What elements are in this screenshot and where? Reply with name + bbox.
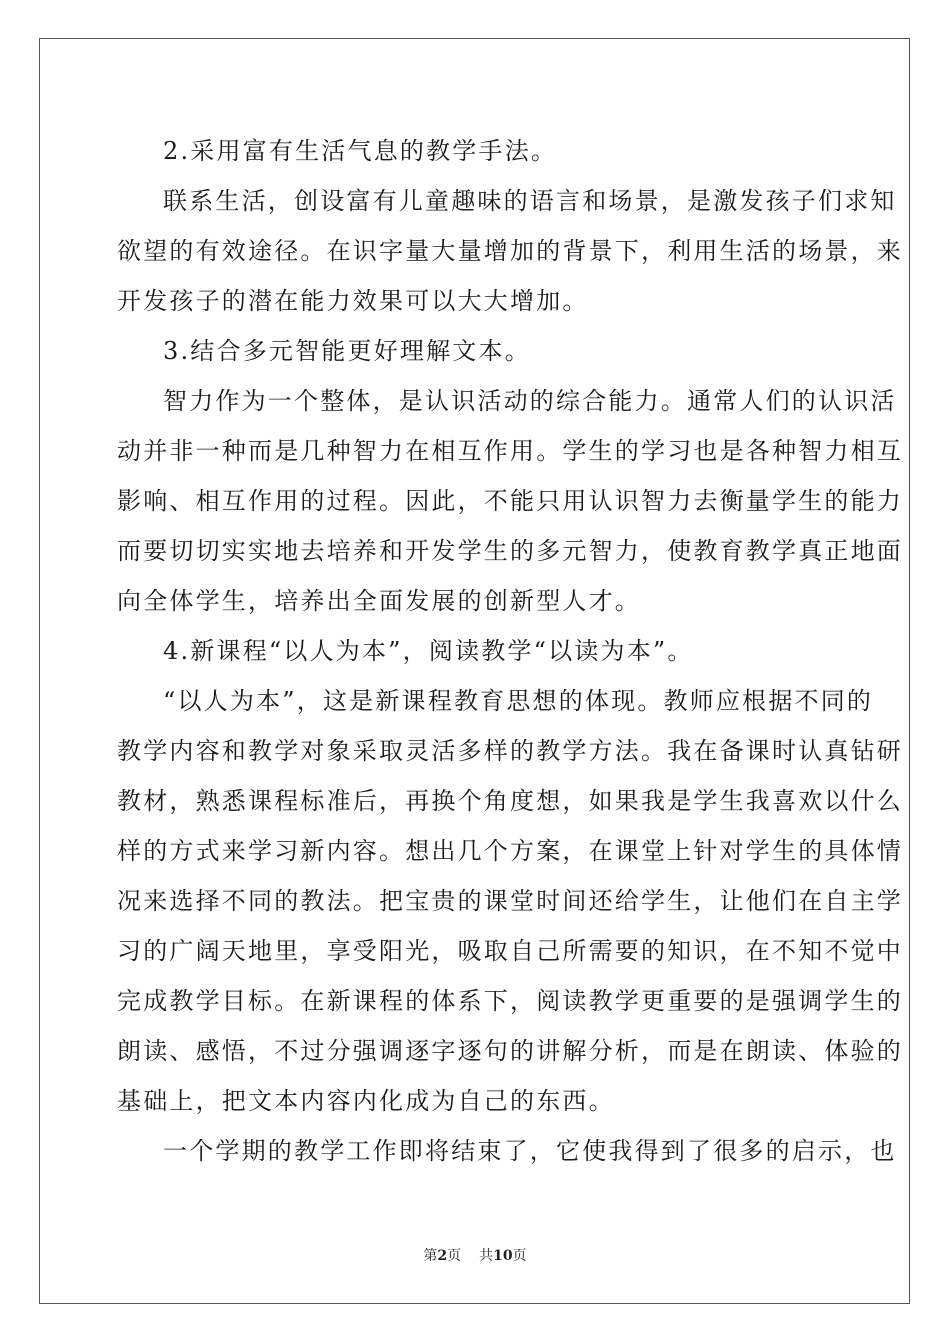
page-suffix: 页 [447, 1248, 462, 1264]
paragraph-line: 欲望的有效途径。在识字量大量增加的背景下，利用生活的场景，来 [117, 237, 903, 265]
paragraph-line: “以人为本”，这是新课程教育思想的体现。教师应根据不同的 [163, 687, 874, 715]
heading-item-3: 3.结合多元智能更好理解文本。 [163, 337, 531, 365]
paragraph-line: 而要切切实实地去培养和开发学生的多元智力，使教育教学真正地面 [117, 537, 903, 565]
paragraph-line: 动并非一种而是几种智力在相互作用。学生的学习也是各种智力相互 [117, 437, 903, 465]
total-pages: 10 [493, 1248, 513, 1264]
page-prefix: 第 [423, 1248, 438, 1264]
paragraph-line: 联系生活，创设富有儿童趣味的语言和场景，是激发孩子们求知 [163, 187, 897, 215]
heading-item-2: 2.采用富有生活气息的教学手法。 [163, 137, 558, 165]
total-prefix: 共 [479, 1248, 494, 1264]
paragraph-line: 开发孩子的潜在能力效果可以大大增加。 [117, 287, 589, 315]
paragraph-line: 基础上，把文本内容内化成为自己的东西。 [117, 1087, 615, 1115]
page-footer [0, 1247, 950, 1265]
paragraph-line: 教学内容和教学对象采取灵活多样的教学方法。我在备课时认真钻研 [117, 737, 903, 765]
paragraph-line: 况来选择不同的教法。把宝贵的课堂时间还给学生，让他们在自主学 [117, 887, 903, 915]
heading-item-4: 4.新课程“以人为本”，阅读教学“以读为本”。 [163, 637, 694, 665]
paragraph-line: 习的广阔天地里，享受阳光，吸取自己所需要的知识，在不知不觉中 [117, 937, 903, 965]
paragraph-line: 智力作为一个整体，是认识活动的综合能力。通常人们的认识活 [163, 387, 897, 415]
paragraph-line: 影响、相互作用的过程。因此，不能只用认识智力去衡量学生的能力 [117, 487, 903, 515]
paragraph-line: 完成教学目标。在新课程的体系下，阅读教学更重要的是强调学生的 [117, 987, 903, 1015]
paragraph-line: 向全体学生，培养出全面发展的创新型人才。 [117, 587, 641, 615]
page-number: 2 [437, 1248, 448, 1264]
paragraph-line: 教材，熟悉课程标准后，再换个角度想，如果我是学生我喜欢以什么 [117, 787, 903, 815]
total-suffix: 页 [512, 1248, 527, 1264]
paragraph-line: 样的方式来学习新内容。想出几个方案，在课堂上针对学生的具体情 [117, 837, 903, 865]
paragraph-line: 朗读、感悟，不过分强调逐字逐句的讲解分析，而是在朗读、体验的 [117, 1037, 903, 1065]
paragraph-line: 一个学期的教学工作即将结束了，它使我得到了很多的启示，也 [163, 1137, 897, 1165]
